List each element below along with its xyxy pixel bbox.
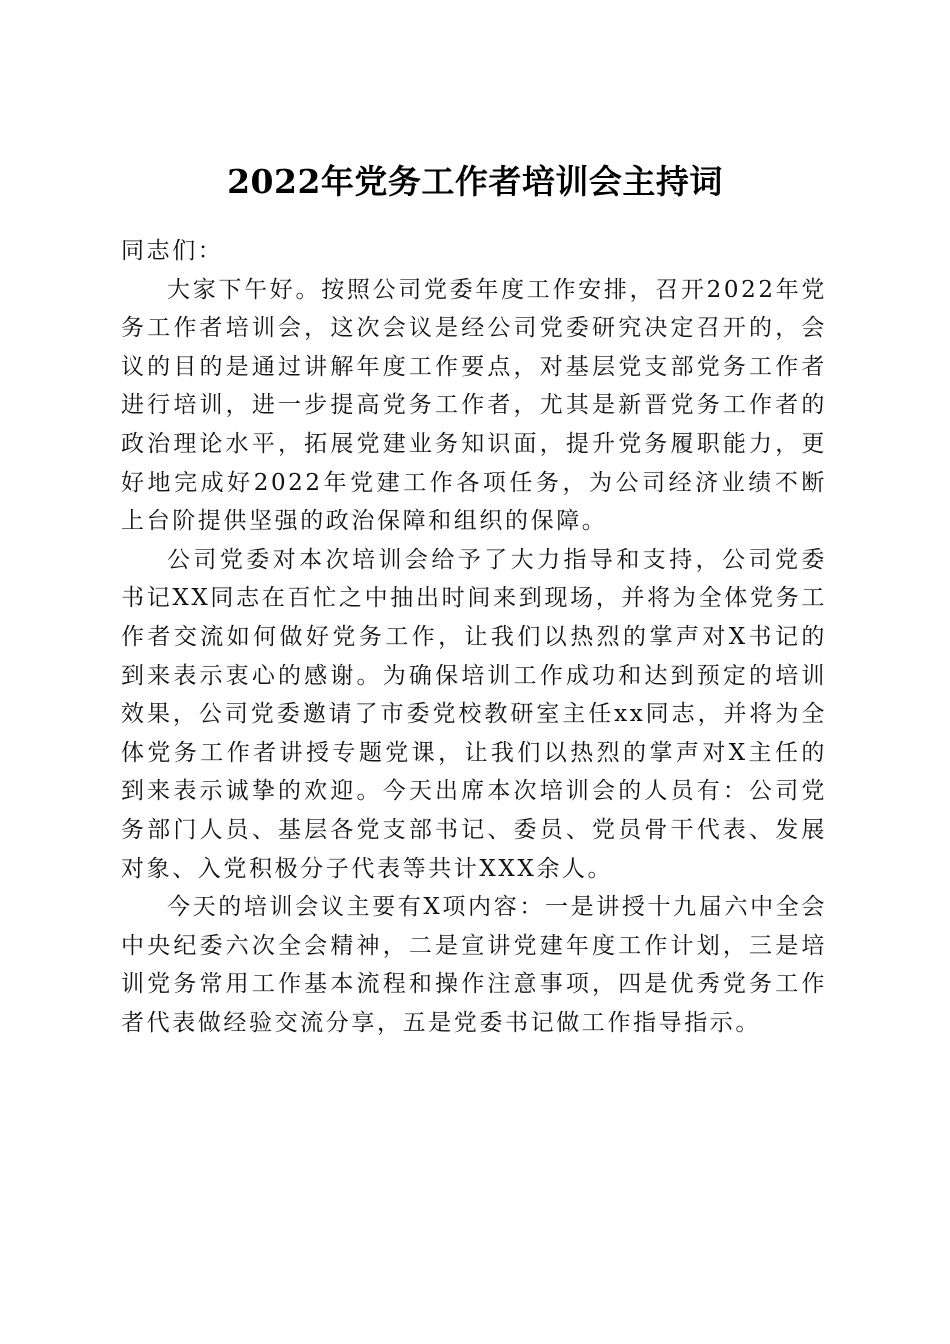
paragraph-opening: 大家下午好。按照公司党委年度工作安排，召开2022年党务工作者培训会，这次会议是经公司党委研究决定召开的，会议的目的是通过讲解年度工作要点，对基层党支部党务工作者进行培训，进一步提高党务工作者，尤其是新晋党务工作者的政治理论水平，拓展党建业务知识面，提升党务履职能力，更好地完成好2022年党建工作各项任务，为公司经济业绩不断上台阶提供坚强的政治保障和组织的保障。 [121,276,827,535]
paragraph-agenda: 今天的培训会议主要有X项内容：一是讲授十九届六中全会中央纪委六次全会精神，二是宣讲党建年度工作计划，三是培训党务常用工作基本流程和操作注意事项，四是优秀党务工作者代表做经验交流分享，五是党委书记做工作指导指示。 [121,894,827,1036]
document-body [121,232,827,1042]
document-title: 2022年党务工作者培训会主持词 [227,162,723,202]
paragraph-guests: 公司党委对本次培训会给予了大力指导和支持，公司党委书记XX同志在百忙之中抽出时间来到现场，并将为全体党务工作者交流如何做好党务工作，让我们以热烈的掌声对X书记的到来表示衷心的感谢。为确保培训工作成功和达到预定的培训效果，公司党委邀请了市委党校教研室主任xx同志，并将为全体党务工作者讲授专题党课，让我们以热烈的掌声对X主任的到来表示诚挚的欢迎。今天出席本次培训会的人员有：公司党务部门人员、基层各党支部书记、委员、党员骨干代表、发展对象、入党积极分子代表等共计XXX余人。 [121,546,827,882]
salutation: 同志们： [121,238,224,264]
